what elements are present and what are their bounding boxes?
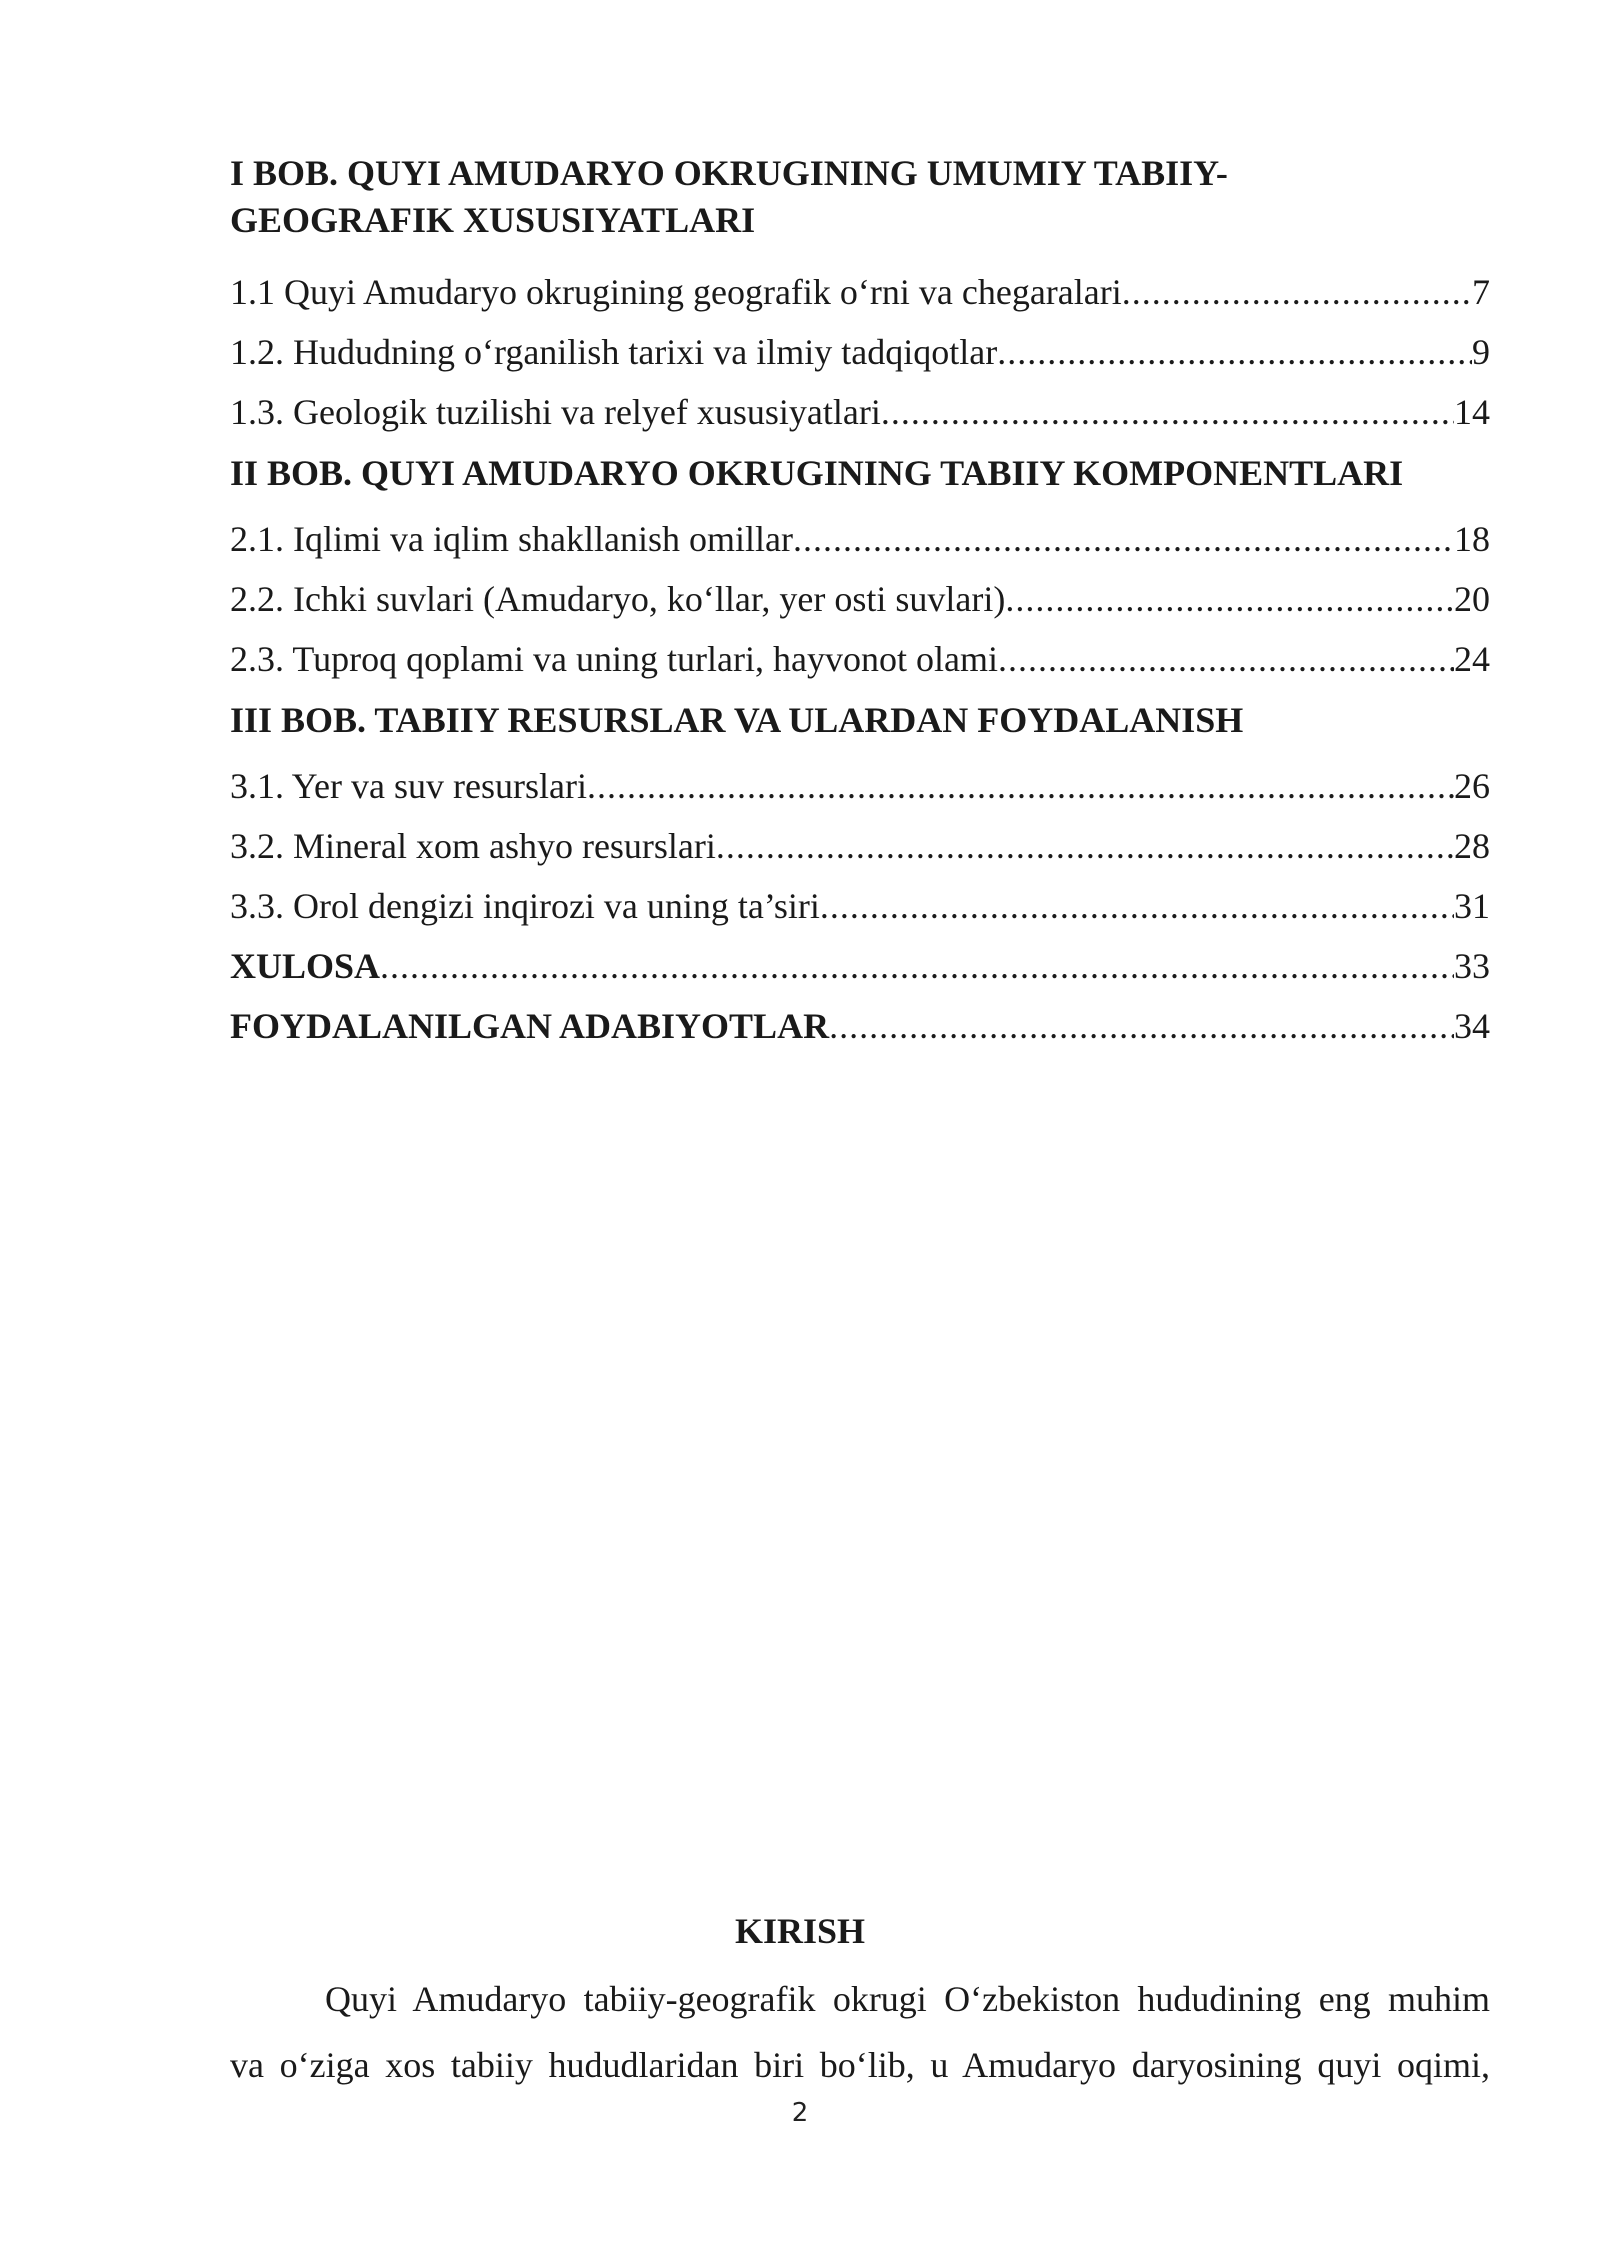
dot-leader <box>793 509 1454 569</box>
toc-entry-page: 33 <box>1454 946 1490 986</box>
toc-entry-references[interactable] <box>230 996 1490 1056</box>
toc-entry-label: 2.3. Tuproq qoplami va uning turlari, hayvonot olami <box>230 639 998 679</box>
introduction-paragraph <box>230 1966 1490 2098</box>
dot-leader <box>380 936 1454 996</box>
dot-leader <box>997 322 1472 382</box>
toc-entry-label: 1.1 Quyi Amudaryo okrugining geografik o‘rni va chegaralari <box>230 272 1122 312</box>
toc-entry-2-1[interactable] <box>230 509 1490 569</box>
toc-entry-label: 3.1. Yer va suv resurslari <box>230 766 587 806</box>
toc-entry-page: 31 <box>1454 886 1490 926</box>
chapter-3-heading: III BOB. TABIIY RESURSLAR VA ULARDAN FOYDALANISH <box>230 700 1244 740</box>
toc-entry-conclusion[interactable] <box>230 936 1490 996</box>
toc-entry-label: 2.1. Iqlimi va iqlim shakllanish omillar <box>230 519 793 559</box>
toc-entry-label: 1.3. Geologik tuzilishi va relyef xususiyatlari <box>230 392 881 432</box>
toc-entry-label: FOYDALANILGAN ADABIYOTLAR <box>230 1006 830 1046</box>
dot-leader <box>998 629 1454 689</box>
toc-entry-label: XULOSA <box>230 946 381 986</box>
introduction-line-1: Quyi Amudaryo tabiiy-geografik okrugi O‘zbekiston hududining eng muhim <box>325 1979 1490 2019</box>
toc-entry-3-3[interactable] <box>230 876 1490 936</box>
toc-entry-label: 2.2. Ichki suvlari (Amudaryo, ko‘llar, yer osti suvlari) <box>230 579 1006 619</box>
dot-leader <box>587 756 1454 816</box>
toc-entry-page: 7 <box>1472 272 1490 312</box>
chapter-1-heading <box>230 150 1490 244</box>
dot-leader <box>1122 262 1472 322</box>
chapter-1-heading-line-1: I BOB. QUYI AMUDARYO OKRUGINING UMUMIY TABIIY- <box>230 153 1228 193</box>
table-of-contents <box>230 150 1490 1056</box>
dot-leader <box>1005 569 1454 629</box>
chapter-1-heading-line-2: GEOGRAFIK XUSUSIYATLARI <box>230 200 756 240</box>
toc-entry-label: 1.2. Hududning o‘rganilish tarixi va ilmiy tadqiqotlar <box>230 332 998 372</box>
toc-entry-page: 20 <box>1454 579 1490 619</box>
toc-entry-2-3[interactable] <box>230 629 1490 689</box>
dot-leader <box>716 816 1454 876</box>
introduction-line-2: va o‘ziga xos tabiiy hududlaridan biri bo‘lib, u Amudaryo daryosining quyi oqimi, <box>230 2045 1490 2085</box>
toc-entry-page: 9 <box>1472 332 1490 372</box>
dot-leader <box>829 996 1454 1056</box>
toc-entry-page: 24 <box>1454 639 1490 679</box>
dot-leader <box>881 382 1454 442</box>
page-number: 2 <box>791 2098 809 2128</box>
dot-leader <box>820 876 1454 936</box>
toc-entry-page: 26 <box>1454 766 1490 806</box>
toc-entry-2-2[interactable] <box>230 569 1490 629</box>
toc-entry-page: 28 <box>1454 826 1490 866</box>
toc-entry-page: 34 <box>1454 1006 1490 1046</box>
toc-entry-page: 14 <box>1454 392 1490 432</box>
toc-entry-1-3[interactable] <box>230 382 1490 442</box>
introduction-heading: KIRISH <box>734 1911 866 1951</box>
toc-entry-1-1[interactable] <box>230 262 1490 322</box>
toc-entry-label: 3.3. Orol dengizi inqirozi va uning ta’siri <box>230 886 820 926</box>
chapter-2-heading: II BOB. QUYI AMUDARYO OKRUGINING TABIIY KOMPONENTLARI <box>230 453 1404 493</box>
toc-entry-label: 3.2. Mineral xom ashyo resurslari <box>230 826 716 866</box>
toc-entry-3-1[interactable] <box>230 756 1490 816</box>
toc-entry-3-2[interactable] <box>230 816 1490 876</box>
toc-entry-1-2[interactable] <box>230 322 1490 382</box>
toc-entry-page: 18 <box>1454 519 1490 559</box>
